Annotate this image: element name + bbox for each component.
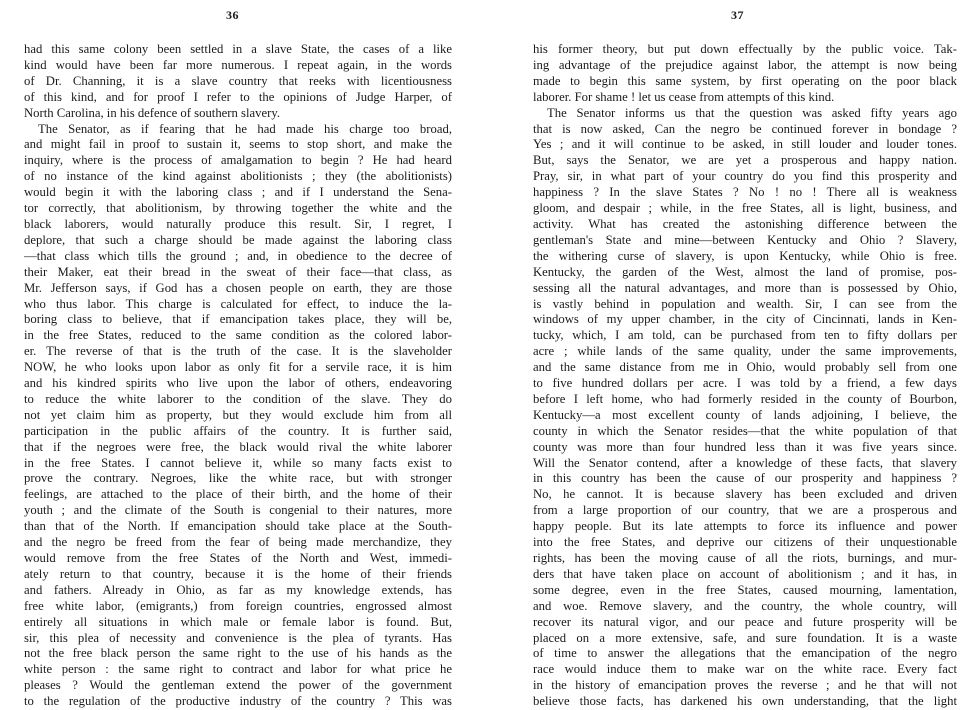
text-line: The Senator informs us that the question was asked fifty years ago <box>547 105 957 120</box>
text-line: of Dr. Channing, it is a slave country that reeks with licentiousness <box>24 73 452 88</box>
text-line: not the free black person the same right to the use of his hands as the <box>24 646 452 661</box>
text-line: would begin it with the laboring class ; and if I understand the Sena- <box>24 185 452 200</box>
text-line: No, he cannot. It is because slavery has been excluded and driven <box>533 487 957 502</box>
page-number-right: 37 <box>731 8 744 22</box>
text-line: in the free States. I cannot believe it, while so many facts exist to <box>24 455 452 470</box>
left-page-text <box>24 42 452 710</box>
text-line: laborer. For shame ! let us cease from attempts of this kind. <box>533 89 835 104</box>
text-line: from a large proportion of our country, that we are a prosperous and <box>533 503 957 518</box>
text-line: tor correctly, that abolitionism, by throwing together the white and the <box>24 201 452 216</box>
text-line: Kentucky, the garden of the West, almost the land of promise, pos- <box>533 264 957 279</box>
text-line: would remove from the free States of the North and West, immedi- <box>24 551 452 565</box>
text-line: into the free States, and deprive our citizens of their unquestionable <box>533 535 957 550</box>
text-line: happy people. But its late attempts to force its influence and power <box>533 519 957 534</box>
text-line: pleases ? Would the gentleman extend the power of the government <box>24 678 452 693</box>
text-line: gentleman's State and mine—between Kentucky and Ohio ? Slavery, <box>533 232 957 247</box>
right-page-text <box>533 42 957 710</box>
text-line: prove the contrary. Negroes, like the white race, but with stronger <box>24 471 452 486</box>
text-line: windows of my upper chamber, in the city of Cincinnati, lands in Ken- <box>533 312 957 327</box>
text-line: to reduce the white laborer to the condition of the slave. They do <box>24 391 452 406</box>
text-line: to the regulation of the productive industry of the country ? This was <box>24 694 452 709</box>
text-line: free white labor, (emigrants,) from foreign countries, engrossed almost <box>24 598 452 613</box>
text-line: and his kindred spirits who live upon the labor of others, endeavoring <box>24 376 452 391</box>
text-line: youth ; and the climate of the South is congenial to their natures, more <box>24 503 452 518</box>
text-line: Yes ; and it will continue to be asked, in still louder and louder tones. <box>533 137 957 152</box>
text-line: sir, this plea of necessity and convenience is the plea of tyrants. Has <box>24 630 452 645</box>
text-line: had this same colony been settled in a slave State, the cases of a like <box>24 42 452 56</box>
text-line: Mr. Jefferson says, if God has a chosen people on earth, they are those <box>24 280 452 295</box>
text-line: participation in the public affairs of the country. It is further said, <box>24 423 452 438</box>
text-line: and the same distance from me in Ohio, would probably sell from one <box>533 360 957 375</box>
text-line: the withering curse of slavery, is upon Kentucky, while Ohio is free. <box>533 248 957 263</box>
page-number-left: 36 <box>226 8 239 22</box>
text-line: rights, has been the moving cause of all the riots, burnings, and mur- <box>533 551 957 565</box>
text-line: ing advantage of the prejudice against labor, the attempt is now being <box>533 57 957 72</box>
text-line: The Senator, as if fearing that he had made his charge too broad, <box>38 121 452 136</box>
text-line: deplore, that such a charge should be made against the laboring class <box>24 232 452 247</box>
text-line: and woe. Remove slavery, and the country, the whole country, will <box>533 598 957 613</box>
text-line: NOW, he who looks upon labor as only fit for a servile race, it is him <box>24 360 452 375</box>
text-line: feelings, are attached to the place of their birth, and the home of their <box>24 487 452 502</box>
text-line: Kentucky—a most excellent county of lands adjoining, I believe, the <box>533 407 957 422</box>
text-line: their Maker, eat their bread in the sweat of their face—that class, as <box>24 264 452 279</box>
text-line: of no instance of the kind against abolitionists ; they (the abolitionists) <box>24 169 452 184</box>
text-line: and might fail in proof to sustain it, seems to stop short, and make the <box>24 137 452 152</box>
text-line: believe those facts, has darkened his own understanding, that the light <box>533 694 957 709</box>
text-line: But, says the Senator, we are yet a prosperous and happy nation. <box>533 153 957 168</box>
text-line: Will the Senator contend, after a knowledge of these facts, that slavery <box>533 455 957 470</box>
text-line: of time to answer the allegations that the emancipation of the negro <box>533 646 957 661</box>
text-line: entirely all situations in which male or female labor is found. But, <box>24 614 452 629</box>
text-line: made to begin this same system, by first operating on the poor black <box>533 73 957 88</box>
text-line: North Carolina, in his defence of southern slavery. <box>24 105 281 120</box>
text-line: and the negro be freed from the fear of being made merchandize, they <box>24 535 452 550</box>
text-line: county in which the Senator resides—that the white population of that <box>533 423 957 438</box>
text-line: er. The reverse of that is the truth of the case. It is the slaveholder <box>24 344 452 359</box>
text-line: acre ; while lands of the same quality, under the same improvements, <box>533 344 957 359</box>
text-line: —that class which tills the ground ; and, in obedience to the decree of <box>24 248 452 263</box>
text-line: activity. What has created the astonishing difference between the <box>533 216 957 231</box>
text-line: his former theory, but put down effectually by the public voice. Tak- <box>533 42 957 56</box>
text-line: white person : the same right to contract and labor for what price he <box>24 662 452 677</box>
text-line: kind would have been far more numerous. I repeat again, in the words <box>24 57 452 72</box>
text-line: gloom, and despair ; while, in the free States, all is light, business, and <box>533 201 957 216</box>
text-line: tucky, which, I am told, can be purchased from ten to fifty dollars per <box>533 328 957 343</box>
text-line: black laborers, would naturally produce this result. Sir, I regret, I <box>24 216 452 231</box>
text-line: some degree, even in the free States, caused mourning, lamentation, <box>533 582 957 597</box>
text-line: placed on a more extensive, safe, and sure foundation. It is a waste <box>533 630 957 645</box>
text-line: boring class to believe, that if emancipation takes place, they will be, <box>24 312 452 327</box>
text-line: that is now asked, Can the negro be continued forever in bondage ? <box>533 121 957 136</box>
text-line: not yet claim him as property, but they would exclude him from all <box>24 407 452 422</box>
text-line: of this kind, and for proof I refer to the opinions of Judge Harper, of <box>24 89 452 104</box>
text-line: sessing all the natural advantages, and more than is possessed by Ohio, <box>533 280 957 295</box>
text-line: who thus labor. This charge is calculated for effect, to induce the la- <box>24 296 452 311</box>
text-line: and fathers. Already in Ohio, as far as my knowledge extends, has <box>24 582 452 597</box>
text-line: ders that have taken place on account of abolitionism ; and it has, in <box>533 566 957 581</box>
text-line: before I left home, who had formerly resided in the county of Bourbon, <box>533 391 957 406</box>
text-line: in the history of emancipation proves the reverse ; and he that will not <box>533 678 957 693</box>
text-line: is vastly behind in population and wealth. Sir, I can see from the <box>533 296 957 311</box>
text-line: happiness ? In the slave States ? No ! no ! There all is weakness <box>533 185 957 200</box>
text-line: county was more than four hundred less than it was five years since. <box>533 439 957 454</box>
text-line: Pray, sir, in what part of your country do you find this prosperity and <box>533 169 957 184</box>
text-line: in this country has been the cause of our prosperity and happiness ? <box>533 471 957 486</box>
text-line: in the free States, reduced to the same condition as the colored labor- <box>24 328 452 343</box>
text-line: to five hundred dollars per acre. I was told by a friend, a few days <box>533 376 957 391</box>
text-line: inquiry, where is the process of amalgamation to begin ? He had heard <box>24 153 452 168</box>
text-line: recover its natural vigor, and our peace and future prosperity will be <box>533 614 957 629</box>
text-line: than that of the North. If emancipation should take place at the South- <box>24 519 452 534</box>
text-line: that if the negroes were free, the black would rival the white laborer <box>24 439 452 454</box>
text-line: race would induce them to make war on the white race. Every fact <box>533 662 957 677</box>
text-line: ately return to that country, because it is the home of their friends <box>24 566 452 581</box>
